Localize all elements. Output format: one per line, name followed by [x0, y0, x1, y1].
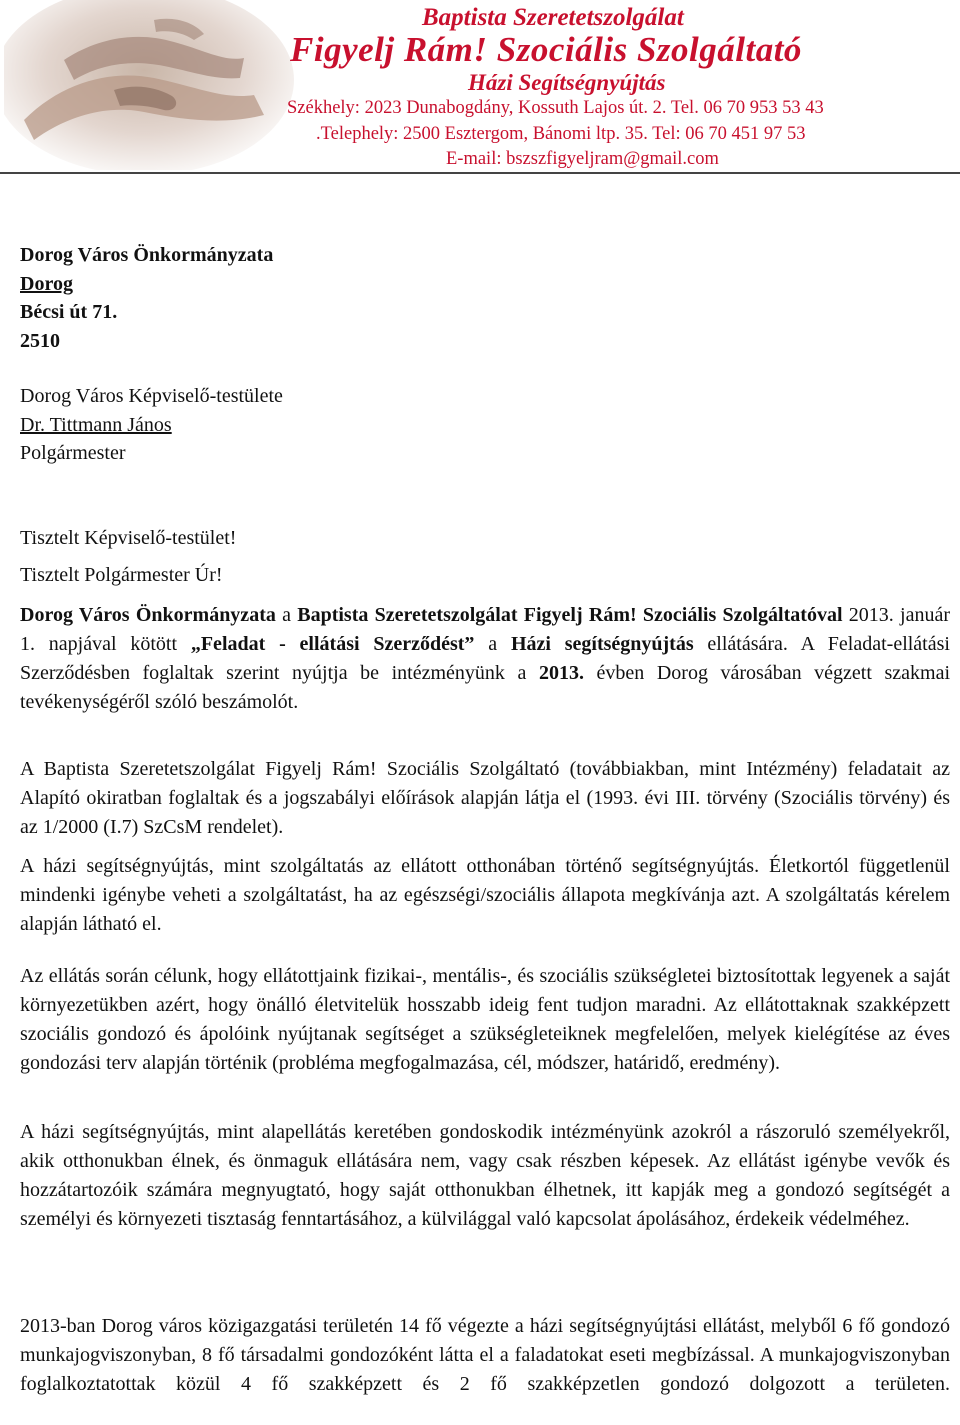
recipient-address [20, 241, 273, 355]
recipient-zip: 2510 [20, 329, 60, 352]
paragraph-institution: A Baptista Szeretetszolgálat Figyelj Rám! Szociális Szolgáltató (továbbiakban, mint Intézmény) feladatait az Alapító okiratban foglaltak és a jogszabályi előírások alapján látja el (1993. évi III. törvény (Szociális törvény) és az 1/2000 (I.7) SzCsM rendelet). [20, 758, 950, 838]
intro-service: Házi segítségnyújtás [510, 633, 694, 655]
hands-logo-icon [4, 0, 294, 170]
letterhead [0, 0, 960, 176]
header-divider [0, 172, 960, 174]
paragraph-service: A házi segítségnyújtás, mint szolgáltatás az ellátott otthonában történő segítségnyújtás. Életkortól függetlenül mindenki igénybe veheti a szolgáltatást, ha az egészségi/szociális állapota megkívánja azt. A szolgáltatás kérelem alapján látható el. [20, 855, 950, 935]
representative-body: Dorog Város Képviselő-testülete [20, 385, 283, 407]
intro-paragraph [20, 601, 950, 717]
intro-year: 2013. [538, 662, 584, 684]
intro-recipient: Dorog Város Önkormányzata [20, 604, 276, 626]
intro-text: ellátására. A Feladat-ellátási Szerződésben foglaltak szerint nyújtja be intézményünk a [20, 633, 950, 684]
representative-block [20, 382, 283, 468]
intro-contract: „Feladat - ellátási Szerződést” [190, 633, 475, 655]
intro-text: 2013. január 1. napjával kötött [20, 604, 950, 655]
paragraph-staff: 2013-ban Dorog város közigazgatási területén 14 fő végezte a házi segítségnyújtási ellátást, melyből 6 fő gondozó munkajogviszonyban, 8 fő társadalmi gondozóként látta el a faladatokat eseti megbízással. A munkajogviszonyban foglalkoztatottak közül 4 fő szakképzett és 2 fő szakképzetlen gondozó dolgozott a területen. [20, 1315, 950, 1395]
salutation-2: Tisztelt Polgármester Úr! [20, 564, 223, 586]
seat-address: Székhely: 2023 Dunabogdány, Kossuth Lajos út. 2. Tel. 06 70 953 53 43 [287, 98, 824, 118]
site-address: .Telephely: 2500 Esztergom, Bánomi ltp. 35. Tel: 06 70 451 97 53 [316, 124, 806, 144]
recipient-street: Bécsi út 71. [20, 301, 118, 323]
representative-name: Dr. Tittmann János [20, 413, 172, 436]
recipient-org: Dorog Város Önkormányzata [20, 244, 274, 266]
intro-text: a [474, 633, 511, 655]
intro-text: a [275, 604, 298, 626]
service-title: Figyelj Rám! Szociális Szolgáltató [290, 30, 802, 69]
representative-role: Polgármester [20, 442, 126, 464]
intro-provider: Baptista Szeretetszolgálat Figyelj Rám! Szociális Szolgáltatóval [297, 604, 843, 626]
paragraph-care: A házi segítségnyújtás, mint alapellátás keretében gondoskodik intézményünk azokról a rászoruló személyekről, akik otthonukban élnek, és önmaguk ellátására nem, vagy csak részben képesek. Az ellátást igénybe vevők és hozzátartozóik számára megnyugtató, hogy saját otthonukban élhetnek, itt kapják meg a gondozó segítségét a személyi és környezeti tisztaság fenntartásához, a külvilággal való kapcsolat ápolásához, érdekeik védelméhez. [20, 1121, 950, 1230]
organization-name: Baptista Szeretetszolgálat [422, 4, 684, 31]
recipient-city: Dorog [20, 272, 73, 295]
service-subtitle: Házi Segítségnyújtás [468, 70, 666, 95]
salutation-1: Tisztelt Képviselő-testület! [20, 527, 237, 549]
email-address: E-mail: bszszfigyeljram@gmail.com [446, 149, 719, 169]
intro-text: évben Dorog városában végzett szakmai tevékenységéről szóló beszámolót. [20, 662, 951, 713]
paragraph-goals: Az ellátás során célunk, hogy ellátottjaink fizikai-, mentális-, és szociális szükségletei biztosítottak legyenek a saját környezetükben azért, hogy önálló életvitelük hosszabb ideig fent tudjon maradni. Az ellátottaknak szakképzett szociális gondozó és ápolóink nyújtanak segítséget a szükségleteiknek megfelelően, melyek kielégítése az éves gondozási terv alapján történik (probléma megfogalmazása, cél, módszer, határidő, eredmény). [20, 965, 950, 1074]
